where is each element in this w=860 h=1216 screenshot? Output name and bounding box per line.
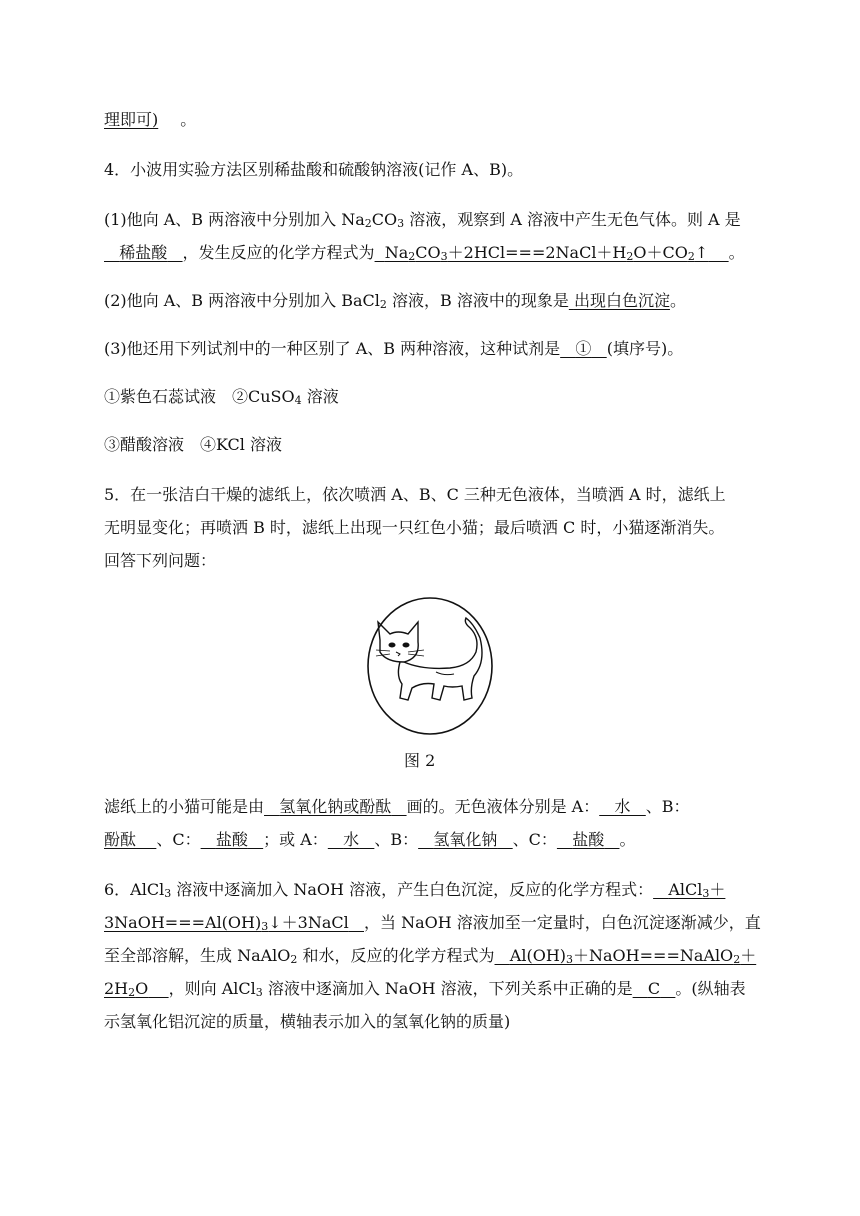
q6-line1: 6．AlCl$_3$ 溶液中逐滴加入 NaOH 溶液，产生白色沉淀，反应的化学方程式： AlCl$_3$＋ — [104, 880, 726, 900]
answer-blank: 水 — [343, 830, 360, 849]
q4-part2: (2)他向 A、B 两溶液中分别加入 BaCl$_2$ 溶液，B 溶液中的现象是 出现白色沉淀。 — [104, 291, 686, 311]
q5-line3: 回答下列问题： — [104, 551, 217, 570]
answer-blank: 氢氧化钠 — [433, 830, 498, 849]
question-4-title: 4．小波用实验方法区别稀盐酸和硫酸钠溶液(记作 A、B)。 — [104, 160, 524, 179]
answer-blank: ① — [575, 339, 592, 358]
q6-line3: 至全部溶解，生成 NaAlO$_2$ 和水，反应的化学方程式为 $Al(OH)_3+NaOH===NaAlO_2+$ — [104, 946, 757, 966]
answer-blank: AlCl$_3$＋ — [668, 880, 726, 900]
q5-line2: 无明显变化；再喷洒 B 时，滤纸上出现一只红色小猫；最后喷洒 C 时，小猫逐渐消失。 — [104, 518, 725, 537]
answer-blank: $3NaOH===Al(OH)_3↓+3NaCl$ — [104, 913, 349, 933]
answer-blank: $Al(OH)_3+NaOH===NaAlO_2+$ — [509, 946, 757, 966]
q4-options-1: ①紫色石蕊试液 ②CuSO$_4$ 溶液 — [104, 387, 339, 407]
q5-answer-line1: 滤纸上的小猫可能是由 氢氧化钠或酚酞 画的。无色液体分别是 A： 水 、B： — [104, 797, 690, 816]
q6-line5: 示氢氧化铝沉淀的质量，横轴表示加入的氢氧化钠的质量) — [104, 1012, 511, 1031]
answer-blank: 酚酞 — [104, 830, 137, 849]
answer-blank: $2H_2O$ — [104, 979, 149, 999]
answer-blank: 盐酸 — [215, 830, 248, 849]
answer-blank: C — [647, 979, 661, 998]
line-1: 理即可) 。 — [104, 110, 197, 129]
answer-blank: 稀盐酸 — [119, 243, 168, 262]
answer-blank: 氢氧化钠或酚酞 — [279, 797, 392, 816]
answer-blank: 盐酸 — [572, 830, 605, 849]
q6-line2: $3NaOH===Al(OH)_3↓+3NaCl$ ，当 NaOH 溶液加至一定量时，白色沉淀逐渐减少，直 — [104, 913, 761, 933]
q4-part1-line2: 稀盐酸 ，发生反应的化学方程式为 $Na_2CO_3+2HCl===2NaCl+H_2O+CO_2↑$ 。 — [104, 243, 745, 263]
q5-answer-line2: 酚酞 、C： 盐酸 ；或 A： 水 、B： 氢氧化钠 、C： 盐酸 。 — [104, 830, 636, 849]
answer-blank: 水 — [614, 797, 631, 816]
cat-figure — [366, 596, 494, 736]
answer-blank: 理即可) — [104, 110, 159, 129]
q4-options-2: ③醋酸溶液 ④KCl 溶液 — [104, 435, 282, 454]
q4-part3: (3)他还用下列试剂中的一种区别了 A、B 两种溶液，这种试剂是 ① (填序号)。 — [104, 339, 684, 358]
figure-caption: 图 2 — [404, 751, 436, 770]
q5-line1: 5．在一张洁白干燥的滤纸上，依次喷洒 A、B、C 三种无色液体，当喷洒 A 时，滤纸上 — [104, 485, 726, 504]
answer-blank: 出现白色沉淀 — [573, 291, 670, 310]
answer-blank: $Na_2CO_3+2HCl===2NaCl+H_2O+CO_2↑$ — [384, 243, 709, 263]
q4-part1-line1: (1)他向 A、B 两溶液中分别加入 $Na_2CO_3$ 溶液，观察到 A 溶液中产生无色气体。则 A 是 — [104, 210, 741, 230]
q6-line4: $2H_2O$ ，则向 AlCl$_3$ 溶液中逐滴加入 NaOH 溶液，下列关系中正确的是 C 。(纵轴表 — [104, 979, 746, 999]
